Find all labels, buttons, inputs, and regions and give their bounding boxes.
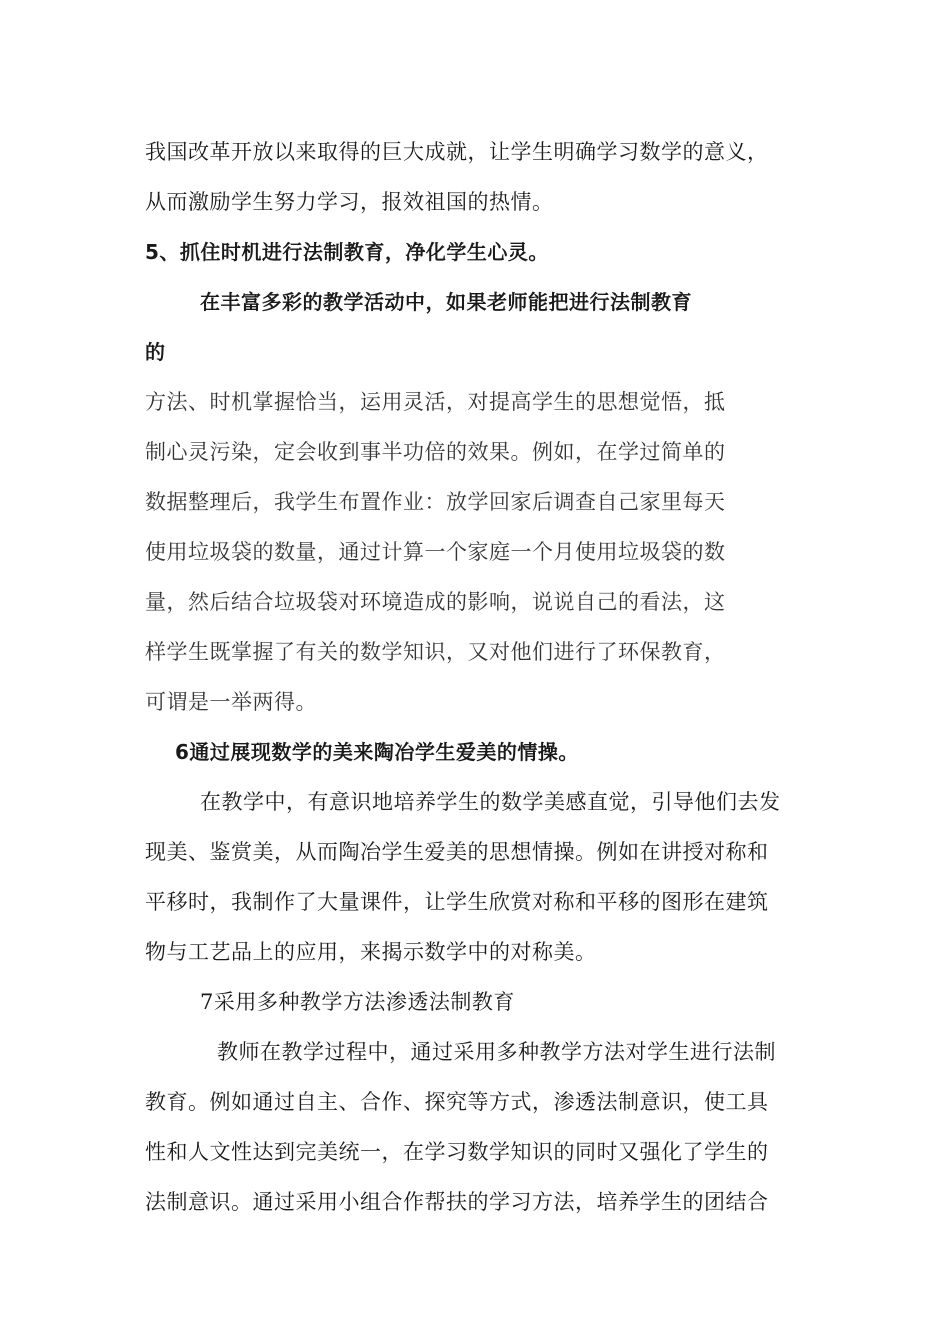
paragraph-line: 法制意识。通过采用小组合作帮扶的学习方法，培养学生的团结合	[145, 1190, 769, 1214]
paragraph-first-line: 在教学中，有意识地培养学生的数学美感直觉，引导他们去发	[200, 790, 781, 814]
section-heading-6: 6通过展现数学的美来陶冶学生爱美的情操。	[175, 740, 579, 764]
paragraph-line: 样学生既掌握了有关的数学知识，又对他们进行了环保教育，	[145, 640, 726, 664]
paragraph-line: 物与工艺品上的应用，来揭示数学中的对称美。	[145, 940, 597, 964]
section-heading-5: 5、抓住时机进行法制教育，净化学生心灵。	[145, 240, 549, 264]
paragraph-line: 数据整理后，我学生布置作业：放学回家后调查自己家里每天	[145, 490, 726, 514]
paragraph-line: 现美、鉴赏美，从而陶冶学生爱美的思想情操。例如在讲授对称和	[145, 840, 769, 864]
body-text-line: 从而激励学生努力学习，报效祖国的热情。	[145, 190, 554, 214]
section-heading-7: 7采用多种教学方法渗透法制教育	[200, 990, 515, 1014]
paragraph-line: 方法、时机掌握恰当，运用灵活，对提高学生的思想觉悟，抵	[145, 390, 726, 414]
paragraph-first-line: 在丰富多彩的教学活动中，如果老师能把进行法制教育	[200, 290, 692, 314]
paragraph-line: 可谓是一举两得。	[145, 690, 317, 714]
body-text-line: 我国改革开放以来取得的巨大成就，让学生明确学习数学的意义，	[145, 140, 769, 164]
paragraph-line: 平移时，我制作了大量课件，让学生欣赏对称和平移的图形在建筑	[145, 890, 769, 914]
paragraph-line: 量，然后结合垃圾袋对环境造成的影响，说说自己的看法，这	[145, 590, 726, 614]
paragraph-line: 的	[145, 340, 166, 364]
paragraph-line: 性和人文性达到完美统一，在学习数学知识的同时又强化了学生的	[145, 1140, 769, 1164]
paragraph-line: 制心灵污染，定会收到事半功倍的效果。例如，在学过简单的	[145, 440, 726, 464]
paragraph-line: 使用垃圾袋的数量，通过计算一个家庭一个月使用垃圾袋的数	[145, 540, 726, 564]
paragraph-line: 教育。例如通过自主、合作、探究等方式，渗透法制意识，使工具	[145, 1090, 769, 1114]
paragraph-first-line: 教师在教学过程中，通过采用多种教学方法对学生进行法制	[217, 1040, 776, 1064]
